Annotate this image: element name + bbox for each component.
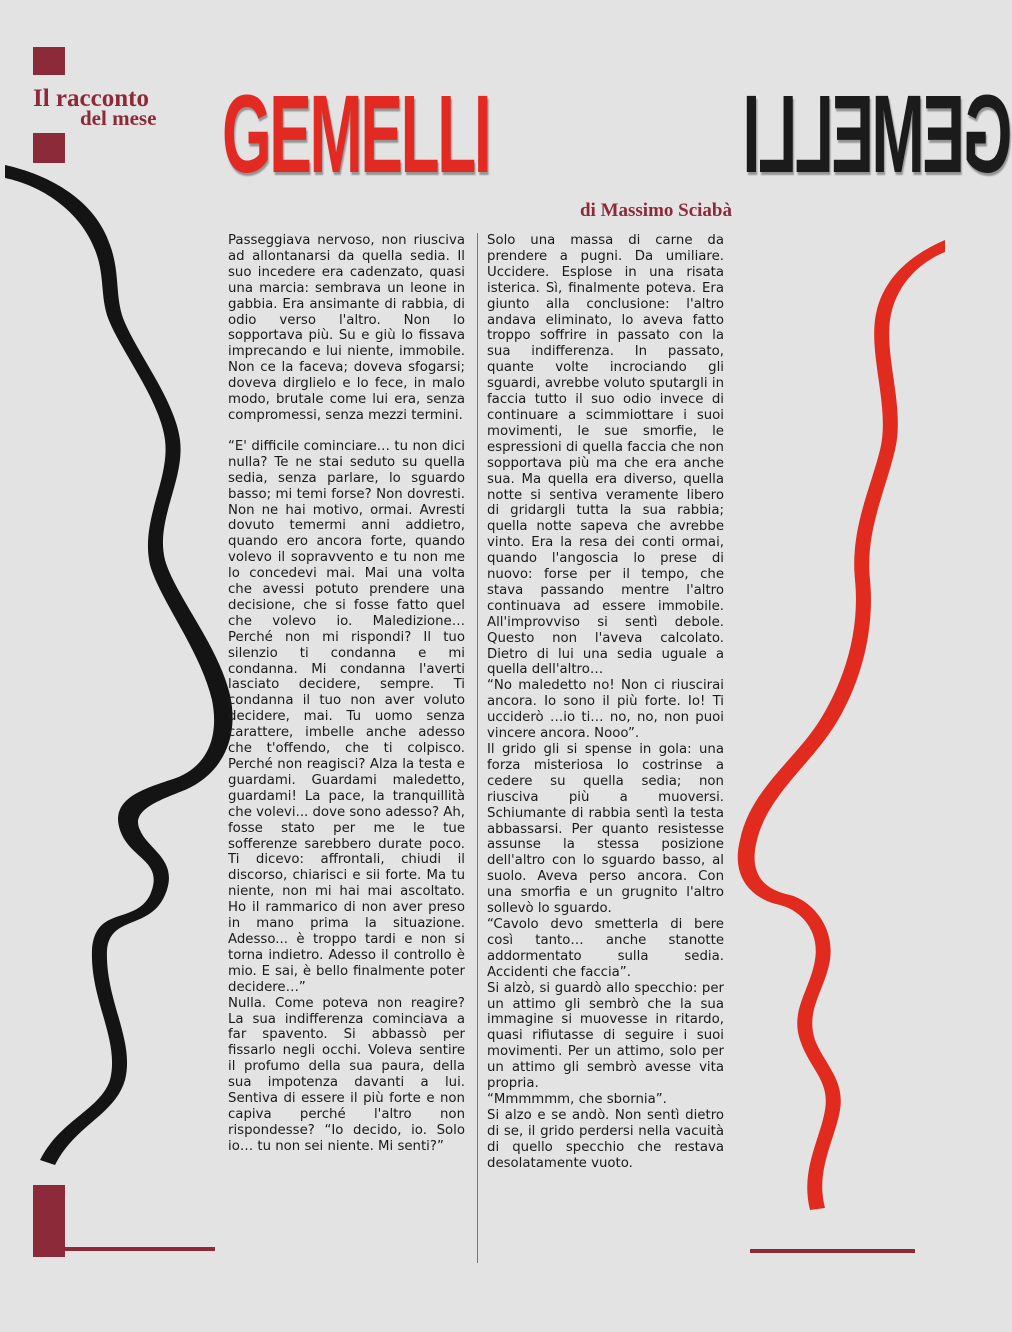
story-paragraph: Si alzo e se andò. Non sentì dietro di se, il grido perdersi nella vacuità di quello specchio che restava desolatamente vuoto. (487, 1107, 724, 1171)
story-paragraph: Passeggiava nervoso, non riusciva ad allontanarsi da quella sedia. Il suo incedere era cadenzato, quasi una marcia: sembrava un leone in gabbia. Era ansimante di rabbia, di odio verso l'altro. Non lo sopportava più. Su e giù lo fissava imprecando e lui niente, immobile. Non ce la faceva; doveva sfogarsi; doveva dirglielo e lo fece, in malo modo, brutale come lui era, senza compromessi, senza mezzi termini. (228, 233, 465, 423)
story-paragraph: Solo una massa di carne da prendere a pugni. Da umiliare. Uccidere. Esplose in una risata isterica. Sì, finalmente poteva. Era giunto alla conclusione: l'altro andava eliminato, lo aveva fatto troppo soffrire in passato con la sua indifferenza. In passato, quante volte incrociando gli sguardi, avrebbe voluto sputargli in faccia tutto il suo odio invece di continuare a scimmiottare i suoi movimenti, le sue smorfie, le espressioni di quella faccia che non sopportava più ma che era anche sua. Ma quella era diverso, quella notte si sentiva veramente libero di gridargli tutta la sua rabbia; quella notte sapeva che avrebbe vinto. Era la resa dei conti ormai, quando l'angoscia lo prese di nuovo: forse per il tempo, che stava passando mentre l'altro continuava ad essere immobile. All'improvviso si sentì debole. Questo non l'aveva calcolato. Dietro di lui una sedia uguale a quella dell'altro… (487, 233, 724, 678)
story-paragraph: Il grido gli si spense in gola: una forza misteriosa lo costrinse a cedere su quella sedia; non riusciva più a muoversi. Schiumante di rabbia sentì la testa abbassarsi. Per quanto resistesse assunse la stessa posizione dell'altro con lo sguardo basso, al suolo. Aveva perso ancora. Con una smorfia e un grugnito l'altro sollevò lo sguardo. (487, 742, 724, 917)
author-byline: di Massimo Sciabà (579, 200, 732, 221)
story-paragraph: Si alzò, si guardò allo specchio: per un attimo gli sembrò che la sua immagine si muovesse in ritardo, quasi rifiutasse di seguire i suoi movimenti. Per un attimo, solo per un attimo gli sembrò avesse vita propria. (487, 980, 724, 1092)
section-kicker-sub: del mese (80, 106, 157, 130)
story-paragraph: Nulla. Come poteva non reagire? La sua indifferenza cominciava a far spavento. Si abbassò per fissarlo negli occhi. Voleva sentire il profumo della sua paura, della sua impotenza davanti a lui. Sentiva di essere il più forte e non capiva perché l'altro non rispondesse? “Io decido, io. Solo io… tu non sei niente. Mi senti?” (228, 995, 465, 1154)
story-title: GEMELLI (222, 73, 490, 196)
story-paragraph: “E' difficile cominciare… tu non dici nulla? Te ne stai seduto su quella sedia, senza parlare, lo sguardo basso; mi temi forse? Non dovresti. Non ne hai motivo, ormai. Avresti dovuto temermi anni addietro, quando ero ancora forte, quando volevo il sopravvento e tu non me lo concedevi mai. Mai una volta che avessi potuto prendere una decisione, che si fosse fatto quel che volevo io. Maledizione… Perché non mi rispondi? Il tuo silenzio ti condanna e mi condanna. Mi condanna l'averti lasciato decidere, sempre. Ti condanna il tuo non aver voluto decidere, mai. Tu uomo senza carattere, imbelle anche adesso che t'offendo, che ti colpisco. Perché non reagisci? Alza la testa e guardami. Guardami maledetto, guardami! La pace, la tranquillità che volevi... dove sono adesso? Ah, fosse stato per me le tue sofferenze sarebbero durate poco. Ti dicevo: affrontali, chiudi il discorso, chiarisci e sii forte. Ma tu niente, non mi hai mai ascoltato. Ho il rammarico di non aver preso in mano prima la situazione. Adesso... è troppo tardi e non si torna indietro. Adesso il controllo è mio. E sai, è bello finalmente poter decidere…” (228, 438, 465, 995)
story-paragraph: “Cavolo devo smetterla di bere così tanto… anche stanotte addormentato sulla sedia. Accidenti che faccia”. (487, 916, 724, 980)
story-title-mirrored: GEMELLI (745, 73, 1012, 196)
black-ribbon-left (5, 165, 233, 1165)
story-paragraph: “No maledetto no! Non ci riuscirai ancora. Io sono il più forte. Io! Ti ucciderò …io ti… no, no, non puoi vincere ancora. Nooo”. (487, 678, 724, 742)
red-ribbon-right (738, 240, 945, 1210)
story-paragraph: “Mmmmmm, che sbornia”. (487, 1091, 667, 1107)
section-kicker: Il racconto (33, 85, 149, 112)
story-column-left (228, 233, 465, 1155)
column-divider (477, 233, 478, 1263)
story-column-right (487, 233, 724, 1171)
